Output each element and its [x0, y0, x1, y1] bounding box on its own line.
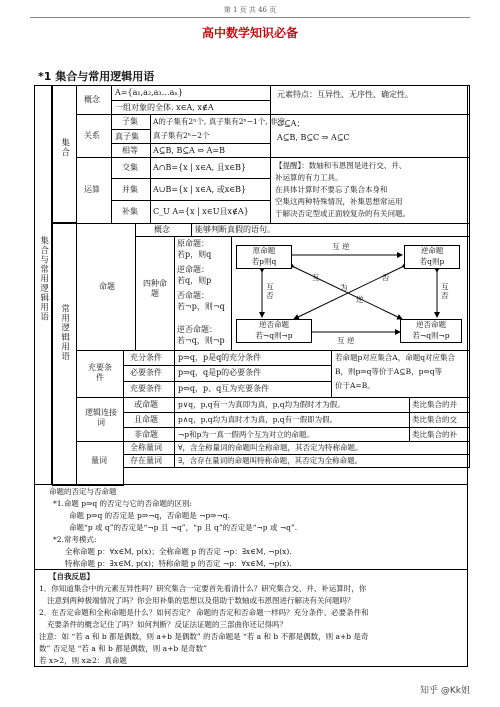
diag-label-1: 互 [312, 273, 320, 282]
comp-text: C_U A={x | x∈U且x∉A} [153, 207, 249, 216]
neg-line-5: *2.常考模式: [53, 535, 97, 544]
chain-note: A⊆B, B⊆C ⇒ A⊆C [277, 133, 350, 142]
proper-label: 真子集 [115, 132, 139, 141]
union-label-cell [111, 178, 151, 201]
iff-label: 充要条件 [130, 384, 162, 393]
diagram-bl-title: 逆否命题 [259, 320, 289, 329]
equal-label: 相等 [122, 146, 138, 155]
logic-concept-label: 概念 [154, 225, 170, 234]
quant-label-cell [76, 441, 124, 486]
neg-line-6: 全称命题 p：∀x∈M, p(x)；全称命题 p 的否定 ¬p：∃x∈M, ¬p(x). [65, 547, 292, 556]
right-rel: 互否 [440, 283, 450, 300]
contra-title: 逆否命题： [177, 325, 217, 334]
inter-label: 交集 [122, 163, 138, 172]
iff-label-cell [123, 381, 175, 398]
reflection-line-6: 数” 否定是 “若 a 和 b 都是偶数，则 a+b 是奇数” [39, 644, 207, 653]
diagram-orig-title: 原命题 [252, 246, 276, 255]
iff-text-cell [174, 381, 332, 398]
subset-text: A的子集有2ⁿ个, 真子集有2ⁿ−1个, 非空 [153, 117, 286, 126]
sets-sidebar [52, 85, 77, 223]
contra-form: 若¬q，则¬p [177, 336, 225, 345]
iff-text: p⇔q，p、q互为充要条件 [178, 384, 270, 393]
union-text: A∪B={x | x∈A, 或x∈B} [153, 185, 247, 194]
page-title: 高中数学知识必备 [201, 26, 298, 40]
tip-line-1: 【提醒】：数轴和韦恩图是进行交、并、 [275, 161, 407, 170]
relation-label-cell [76, 114, 112, 158]
quant-label: 量词 [91, 456, 107, 465]
or-label: 或命题 [134, 400, 158, 409]
tip-line-3: 在具体计算时不要忘了集合本身和 [275, 185, 388, 194]
page-indicator: 第 1 页 共 46 页 [223, 6, 277, 14]
sets-concept-cell [111, 85, 271, 101]
diagram-conv-title: 逆命题 [420, 246, 444, 255]
reflection-line-3: 2．在否定命题和全称命题是什么？如何否定？ 命题的否定和否命题一样吗？充分条件、必要条件和 [39, 608, 369, 617]
sets-sidebar-label: 集合 [59, 138, 70, 157]
four-label-cell [135, 236, 175, 351]
orig-form: 若p，则q [177, 250, 212, 259]
inter-text: A∩B={x | x∈A, 且x∈B} [153, 163, 247, 172]
exist-label-cell [123, 454, 175, 468]
and-text-cell [174, 412, 410, 428]
nec-text: p⇒q，q是p的必要条件 [178, 368, 262, 377]
outer-sidebar-label: 集合与常用逻辑用语 [38, 236, 49, 322]
section-number: *1 [38, 70, 52, 83]
all-label: 全称量词 [130, 443, 162, 452]
all-label-cell [123, 441, 175, 455]
union-label: 并集 [122, 185, 138, 194]
suff-text: p⇒q，p是q的充分条件 [178, 353, 262, 362]
cond-note-2: B，则p⇒q等价于A⊆B，p⇔q等 [335, 367, 442, 376]
conv-form: 若q，则p [177, 276, 212, 285]
sets-concept-row2: 一组对象的全体. x∈A, x∉A [115, 103, 214, 112]
tip-line-2: 补运算的有力工具。 [275, 173, 343, 182]
logic-concept-text: 能够判断真假的语句。 [195, 225, 275, 234]
prop-label: 命题 [99, 282, 115, 291]
diagram-contra-box-right [400, 319, 462, 343]
diagram-contra-box-left [236, 319, 312, 343]
reflection-line-4: 充要条件的概念记住了吗？如何判断？反证法证题的三部曲你还记得吗？ [47, 620, 287, 629]
diag-mid-1: 为 [340, 283, 348, 292]
sets-concept-cell2 [111, 100, 271, 115]
neg-title: 否命题： [177, 291, 209, 300]
forms-cell [174, 236, 232, 351]
equal-text: A⊆B, B⊆A ⇔ A=B [153, 146, 225, 155]
diagram-conv-form: 若q则p [419, 256, 445, 266]
cond-note-cell [331, 350, 470, 398]
header-rule [30, 17, 470, 18]
logic-sidebar-label: 常用逻辑用语 [59, 304, 70, 361]
neg-line-7: 特称命题 p：∃x∈M, p(x)；特称命题 p 的否定 ¬p：∀x∈M, ¬p(x). [65, 559, 292, 568]
sets-concept-label: 概念 [84, 95, 100, 104]
ops-label: 运算 [84, 185, 100, 194]
and-label-cell [123, 412, 175, 428]
all-text: ∀，含全称量词的命题叫全称命题，其否定为特称命题。 [178, 443, 363, 452]
comp-text-cell [150, 200, 271, 224]
ops-label-cell [76, 157, 112, 224]
proper-label-cell [111, 129, 151, 144]
reflection-section [34, 569, 468, 667]
logic-concept-cell [191, 223, 470, 237]
not-note: 类比集合的补 [412, 430, 457, 439]
comp-label-cell [111, 200, 151, 224]
nec-label-cell [123, 365, 175, 382]
proper-text: 真子集有2ⁿ−2个 [153, 131, 210, 140]
suff-label-cell [123, 350, 175, 366]
diagram-cell [231, 236, 470, 351]
cond-label-cell [76, 350, 124, 398]
cond-note-1: 若命题p对应集合A，命题q对应集合 [335, 353, 456, 362]
relation-note-cell [270, 114, 470, 158]
neg-line-1: 命题的否定与否命题 [49, 487, 117, 496]
four-label-text: 四种命题 [143, 279, 167, 298]
logic-concept-label-cell [135, 223, 192, 237]
equal-text-cell [150, 143, 271, 158]
or-label-cell [123, 397, 175, 413]
tip-line-4: 空集这两种特殊情况，补集思想常运用 [275, 197, 403, 206]
not-label-cell [123, 427, 175, 442]
and-note-cell [409, 412, 470, 428]
or-note-cell [409, 397, 470, 413]
watermark: 知乎 @Kk姐 [420, 685, 470, 696]
logic-sidebar [52, 223, 77, 486]
neg-line-4: 命题“p 或 q”的否定是“¬p 且 ¬q”，“p 且 q”的否定是“¬p 或 ¬q”. [69, 523, 298, 532]
and-label: 且命题 [134, 415, 158, 424]
exist-text-cell [174, 454, 470, 468]
empty-note: ∅⊆A； [277, 119, 305, 128]
diag-label-2: 否 [382, 273, 390, 282]
nec-label: 必要条件 [130, 368, 162, 377]
exist-label: 存在量词 [130, 456, 162, 465]
inter-text-cell [150, 157, 271, 179]
bottom-rel: 互 逆 [337, 336, 355, 345]
subset-text-cell [150, 114, 286, 144]
nec-text-cell [174, 365, 332, 382]
tip-line-5: 于解决否定型或正面较复杂的有关问题。 [275, 209, 410, 218]
cond-label: 充要条件 [88, 363, 112, 382]
four-label [140, 279, 170, 299]
not-text: ¬p和p为一真一假两个互为对立的命题。 [178, 430, 314, 439]
suff-text-cell [174, 350, 332, 366]
reflection-line-2: 注意到两种极端情况了吗？你会用补集的思想以及借助于数轴或韦恩图进行解决有关问题吗？ [47, 596, 355, 605]
sets-features-cell [270, 85, 470, 115]
not-note-cell [409, 427, 470, 442]
subset-label: 子集 [122, 117, 138, 126]
sets-concept-def: A={a₁,a₂,a₃…aₙ} [115, 88, 183, 97]
conv-title: 逆命题： [177, 265, 209, 274]
reflection-line-7: 若 x>2，则 x≥2：真命题 [39, 656, 127, 665]
all-text-cell [174, 441, 470, 455]
not-label: 非命题 [134, 430, 158, 439]
top-rel: 互 逆 [332, 242, 350, 251]
equal-label-cell [111, 143, 151, 158]
reflection-title: 【自我反思】 [49, 572, 94, 581]
diagram-br-title: 逆否命题 [416, 320, 446, 329]
diagram-conv-box [404, 245, 460, 269]
logic-prop-label-cell [76, 223, 136, 351]
section-heading [38, 70, 154, 84]
conn-label: 逻辑连接词 [85, 408, 117, 427]
inter-label-cell [111, 157, 151, 179]
cond-note-3: 价于A=B。 [335, 381, 375, 390]
section-title: 集合与常用逻辑用语 [55, 70, 155, 83]
and-note: 类比集合的交 [412, 415, 457, 424]
knowledge-table [34, 85, 468, 485]
subset-label-cell [111, 114, 151, 130]
outer-sidebar [34, 85, 52, 485]
sets-concept-label-cell [76, 85, 112, 115]
conn-label-cell [76, 397, 124, 442]
diagram-bl-form: 若¬q则¬p [255, 330, 293, 340]
tip-cell [270, 157, 470, 224]
and-text: p∧q，p,q均为真时才为真，p,q有一假即为假。 [178, 415, 338, 424]
sets-features: 元素特点：互异性、无序性、确定性。 [277, 90, 413, 99]
left-rel: 互否 [265, 283, 275, 300]
not-text-cell [174, 427, 410, 442]
reflection-line-1: 1．你知道集合中的元素互异性吗？研究集合一定要首先看清什么？研究集合交、并、补运算时，你 [39, 584, 367, 593]
neg-line-3: 命题 p⇒q 的否定是 p⇒¬q，否命题是 ¬p⇒¬q. [69, 511, 230, 520]
diagram-orig-box [236, 245, 292, 269]
orig-title: 原命题： [177, 239, 209, 248]
reflection-line-5: 注意：如 “若 a 和 b 都是偶数，则 a+b 是偶数” 的否命题是 “若 a 和 b 不都是偶数，则 a+b 是奇 [39, 632, 369, 641]
diag-mid-2: 逆 [356, 295, 364, 304]
or-text: p∨q，p,q有一为真即为真，p,q均为假时才为假。 [178, 400, 345, 409]
or-note: 类比集合的并 [412, 400, 457, 409]
relation-label: 关系 [84, 131, 100, 140]
exist-text: ∃，含存在量词的命题叫特称命题，其否定为全称命题。 [178, 456, 363, 465]
comp-label: 补集 [122, 207, 138, 216]
or-text-cell [174, 397, 410, 413]
neg-line-2: *1.命题 p⇒q 的否定与它的否命题的区别: [53, 499, 193, 508]
negation-section [34, 484, 468, 570]
union-text-cell [150, 178, 271, 201]
diagram-orig-form: 若p则q [251, 256, 277, 266]
suff-label: 充分条件 [130, 353, 162, 362]
neg-form: 若¬p，则¬q [177, 302, 225, 311]
diagram-br-form: 若¬q则¬p [412, 330, 450, 340]
